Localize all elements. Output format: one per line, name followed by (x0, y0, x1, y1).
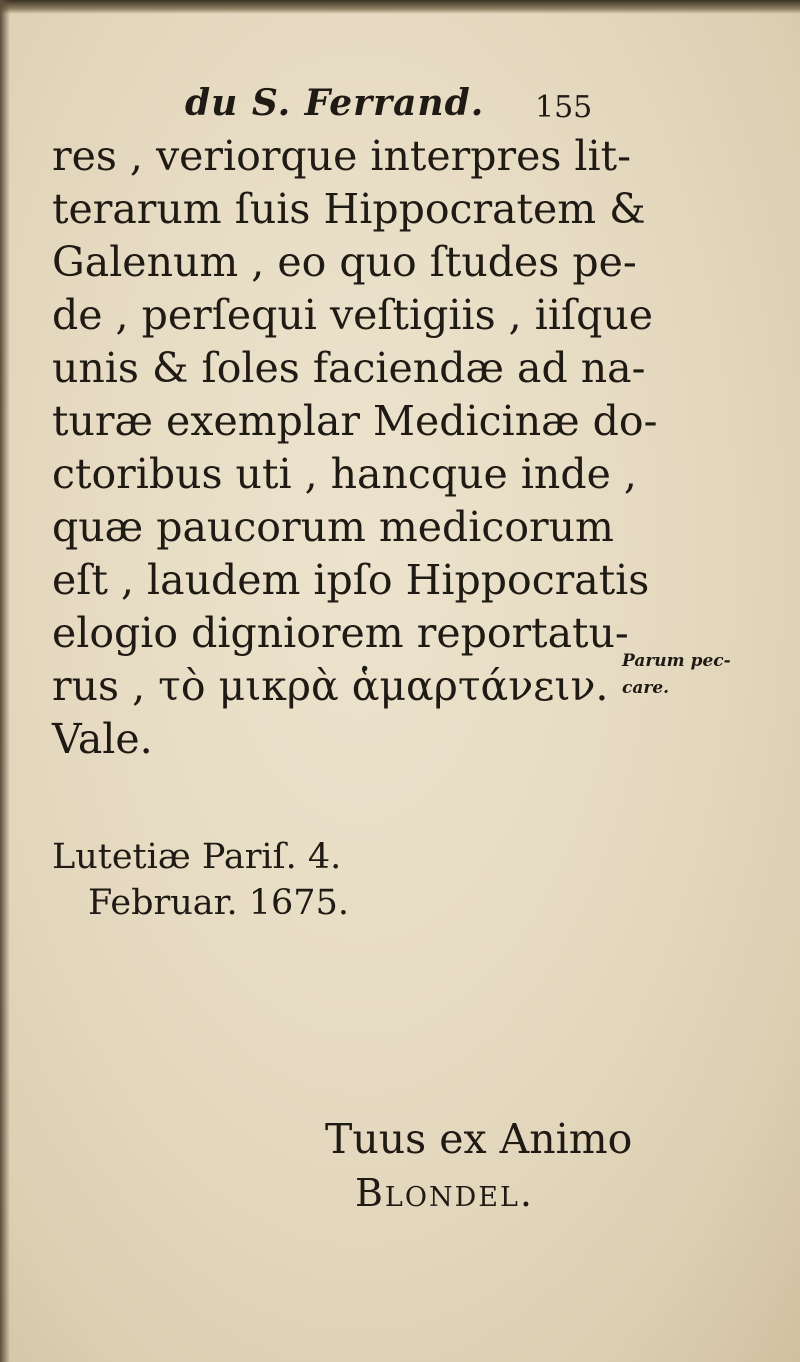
greek-text-line: rus , τὸ μικρὰ ἁμαρτάνειν. (52, 662, 609, 710)
dateline-place: Lutetiæ Pariſ. 4. (52, 837, 342, 877)
dateline (52, 834, 349, 926)
text-line: terarum ſuis Hippocratem & (52, 185, 646, 233)
text-line: quæ paucorum medicorum (52, 503, 614, 551)
signature-name: Blondel. (355, 1171, 534, 1215)
text-line: turæ exemplar Medicinæ do- (52, 397, 658, 445)
text-line: eſt , laudem ipſo Hippocratis (52, 556, 650, 604)
margin-note (622, 648, 772, 702)
dateline-date: Februar. 1675. (88, 883, 349, 923)
page-number: 155 (535, 90, 593, 125)
margin-note-line: Parum pec- (622, 651, 731, 671)
text-line: res , veriorque interpres lit- (52, 132, 631, 180)
signature-closing: Tuus ex Animo (325, 1115, 633, 1163)
text-line: ctoribus uti , hancque inde , (52, 450, 637, 498)
text-line: elogio digniorem reportatu- (52, 609, 629, 657)
text-line: unis & ſoles faciendæ ad na- (52, 344, 646, 392)
running-title: du S. Ferrand. (185, 82, 485, 124)
text-line: Galenum , eo quo ſtudes pe- (52, 238, 637, 286)
margin-note-line: care. (622, 678, 670, 698)
signature (325, 1112, 632, 1220)
text-line: de , perſequi veſtigiis , iiſque (52, 291, 654, 339)
text-line: Vale. (52, 715, 153, 763)
